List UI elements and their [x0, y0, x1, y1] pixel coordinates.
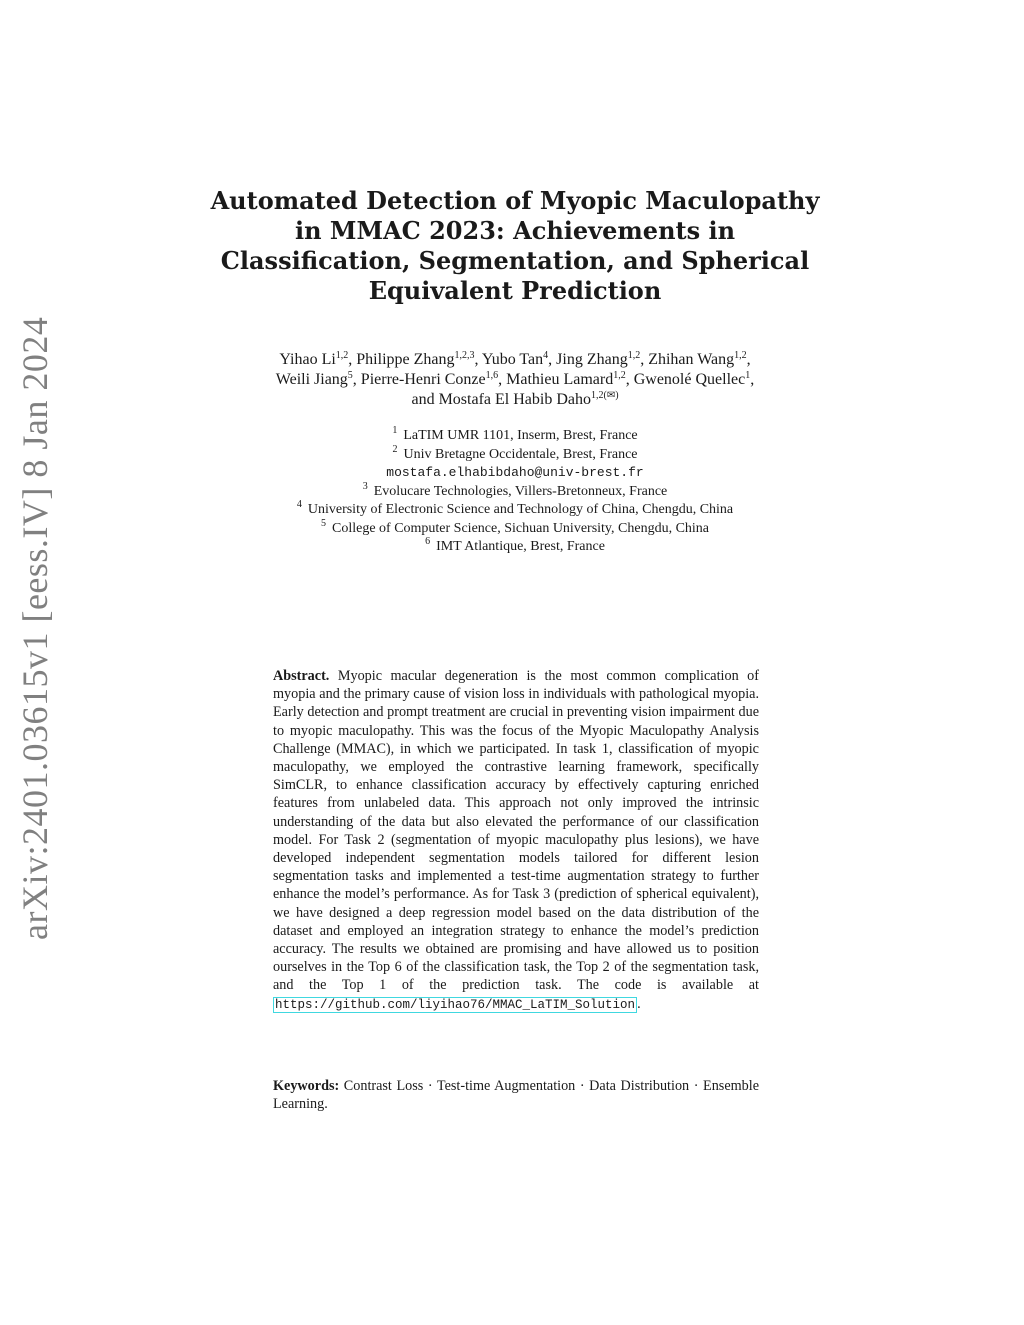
- author: Pierre-Henri Conze$^{1,6}$,: [360, 370, 507, 388]
- author: Philippe Zhang$^{1,2,3}$,: [356, 350, 482, 368]
- author: Gwenolé Quellec$^1$,: [633, 370, 755, 388]
- author: Yubo Tan$^4$,: [481, 350, 557, 368]
- abstract-label: Abstract.: [273, 668, 330, 684]
- code-repository-link[interactable]: https://github.com/liyihao76/MMAC_LaTIM_Solution: [275, 997, 636, 1012]
- affiliation: $^5$ College of Computer Science, Sichuan University, Chengdu, China: [320, 517, 710, 536]
- affiliation: $^1$ LaTIM UMR 1101, Inserm, Brest, France: [392, 425, 638, 443]
- keywords-list: Contrast Loss · Test-time Augmentation · Data Distribution · Ensemble Learning.: [273, 1078, 759, 1113]
- affiliation: $^3$ Evolucare Technologies, Villers-Bretonneux, France: [362, 480, 668, 499]
- affiliation: $^6$ IMT Atlantique, Brest, France: [425, 536, 605, 554]
- abstract-body: Myopic macular degeneration is the most common complication of myopia and the primary cause of vision loss in individuals with pathological myopia. Early detection and prompt treatment are crucial in preventing vision impairment due to myopic maculopathy. This was the focus of the Myopic Maculopathy Analysis Challenge (MMAC), in which we participated. In task 1, classification of myopic maculopathy, we employed the contrastive learning framework, specifically SimCLR, to enhance classification accuracy by effectively capturing enriched features from unlabeled data. This approach not only improved the intrinsic understanding of the data but also elevated the performance of our classification model. For Task 2 (segmentation of myopic maculopathy plus lesions), we have developed independent segmentation models tailored for different lesion segmentation tasks and implemented a test-time augmentation strategy to further enhance the model’s performance. As for Task 3 (prediction of spherical equivalent), we have designed a deep regression model based on the data distribution of the dataset and employed an integration strategy to enhance the model’s prediction accuracy. The results we obtained are promising and have allowed us to position ourselves in the Top 6 of the classification task, the Top 2 of the segmentation task, and the Top 1 of the prediction task. The code is available at: [273, 668, 759, 994]
- affiliation-list: [200, 427, 830, 557]
- affiliation: $^4$ University of Electronic Science and Technology of China, Chengdu, China: [296, 499, 734, 517]
- author: Yihao Li$^{1,2}$,: [279, 350, 357, 368]
- author-list: [200, 350, 830, 410]
- author: and Mostafa El Habib Daho$^{1,2(✉)}$: [411, 390, 619, 408]
- affiliation-email[interactable]: mostafa.elhabibdaho@univ-brest.fr: [386, 465, 644, 480]
- author: Zhihan Wang$^{1,2}$,: [648, 350, 751, 368]
- author: Jing Zhang$^{1,2}$,: [556, 350, 649, 368]
- arxiv-identifier: arXiv:2401.03615v1 [eess.IV] 8 Jan 2024: [15, 316, 55, 940]
- paper-title: Automated Detection of Myopic Maculopathy in MMAC 2023: Achievements in Classification, Segmentation, and Spherical Equivalent Prediction: [210, 186, 820, 305]
- abstract: Abstract. Myopic macular degeneration is the most common complication of myopia and the primary cause of vision loss in individuals with pathological myopia. Early detection and prompt treatment are crucial in preventing vision impairment due to myopic maculopathy. This was the focus of the Myopic Maculopathy Analysis Challenge (MMAC), in which we participated. In task 1, classification of myopic maculopathy, we employed the contrastive learning framework, specifically SimCLR, to enhance classification accuracy by effectively capturing enriched features from unlabeled data. This approach not only improved the intrinsic understanding of the data but also elevated the performance of our classification model. For Task 2 (segmentation of myopic maculopathy plus lesions), we have developed independent segmentation models tailored for different lesion segmentation tasks and implemented a test-time augmentation strategy to further enhance the model’s performance. As for Task 3 (prediction of spherical equivalent), we have designed a deep regression model based on the data distribution of the dataset and employed an integration strategy to enhance the model’s prediction accuracy. The results we obtained are promising and have allowed us to position ourselves in the Top 6 of the classification task, the Top 2 of the segmentation task, and the Top 1 of the prediction task. The code is available at https://github.com/liyihao76/MMAC_LaTIM_Solution .: [273, 668, 759, 1012]
- keywords: [273, 1077, 759, 1113]
- keywords-label: Keywords:: [273, 1078, 340, 1094]
- author: Mathieu Lamard$^{1,2}$,: [506, 370, 634, 388]
- author: Weili Jiang$^5$,: [275, 370, 361, 388]
- affiliation: $^2$ Univ Bretagne Occidentale, Brest, France: [392, 443, 638, 462]
